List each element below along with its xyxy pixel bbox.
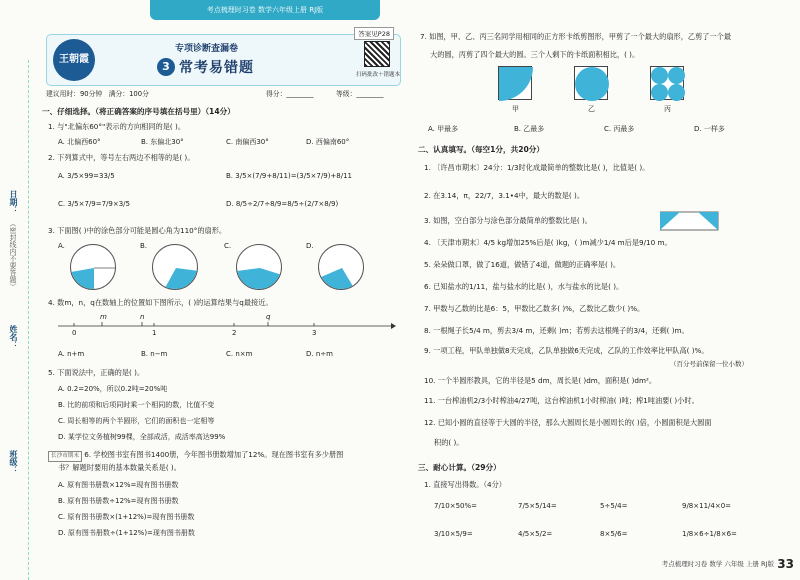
number-line-0: 0 [72,329,77,337]
calc-2[interactable]: 7/5×5/14= [518,502,557,510]
q3-option-b[interactable]: B. [140,242,148,250]
q4-option-d[interactable]: D. n÷m [306,350,333,358]
q3-circle-d [318,244,364,290]
q1-option-b[interactable]: B. 东偏北30° [141,138,184,146]
q6-text: 6. 学校图书室有图书1400册，今年图书册数增加了12%。现在图书室有多少册图 [84,450,344,459]
fill-item-2: 2. 在3.14，π，22/7，3.1•4中，最大的数是( )。 [424,191,585,200]
calc-6[interactable]: 4/5×5/2= [518,530,553,538]
q7-caption-jia: 甲 [512,105,519,113]
number-line-3: 3 [312,329,317,337]
q3-sector-d [319,245,364,290]
q7-figure-yi [574,66,608,100]
question-4: 4. 数m，n，q在数轴上的位置如下图所示，( )的运算结果与q最接近。 [48,298,273,307]
fill-item-3: 3. 如图，空白部分与涂色部分最简单的整数比是( )。 [424,216,592,225]
q3-bar-figure [660,210,720,232]
fill-item-12: 12. 已知小圆的直径等于大圆的半径，那么大圆周长是小圆周长的( )倍，小圆面积是大圆面 [424,418,712,427]
fill-item-11: 11. 一台榨油机2/3小时榨油4/27吨，这台榨油机1小时榨油( )吨；榨1吨油要( )小时。 [424,396,699,405]
page-number: 33 [777,557,794,571]
q3-circle-c [236,244,282,290]
date-label: 日期： [9,190,18,214]
number-line-1: 1 [152,329,157,337]
question-6-cont: 书？解题时要用的基本数量关系是( )。 [58,463,181,472]
q6-source-badge: 长沙市期末 [48,451,82,462]
number-line-n: n [140,313,145,321]
q3-circle-a [70,244,116,290]
q7-caption-bing: 丙 [664,105,671,113]
q7-option-d[interactable]: D. 一样多 [694,125,725,133]
paper-title: 常考易错题 [179,60,254,76]
calc-4[interactable]: 9/8×11/4×0= [682,502,732,510]
calc-3[interactable]: 5÷5/4= [600,502,628,510]
q5-option-a[interactable]: A. 0.2=20%，所以0.2吨=20%吨 [58,385,168,393]
fill-item-9: 9. 一项工程，甲队单独做8天完成，乙队单独做6天完成，乙队的工作效率比甲队高( )%。 [424,346,709,355]
score-field[interactable]: 得分：________ [266,90,314,98]
q2-option-b[interactable]: B. 3/5×(7/9+8/11)=(3/5×7/9)+8/11 [226,172,353,180]
fill-item-1: 1. 〔许昌市期末〕24分：1/3时化成最简单的整数比是( )，比值是( )。 [424,163,650,172]
four-circles-shape [651,67,685,101]
q6-option-d[interactable]: D. 原有图书册数÷(1+12%)=现有图书册数 [58,529,195,537]
calc-5[interactable]: 3/10×5/9= [434,530,473,538]
top-banner: 考点梳理时习卷 数学六年级上册 RJ版 [150,0,380,20]
question-7: 7. 如图，甲、乙、丙三名同学用相同的正方形卡纸剪图形，甲剪了一个最大的扇形，乙剪了一个最 [420,32,732,41]
paper-info [46,88,396,98]
q5-option-d[interactable]: D. 某学位文务植树99棵，全部成活，成活率高达99% [58,433,226,441]
number-line-q: q [266,313,271,321]
number-line-2: 2 [232,329,237,337]
fill-item-7: 7. 甲数与乙数的比是6：5，甲数比乙数多( )%，乙数比乙数少( )%。 [424,304,645,313]
number-line-m: m [100,313,107,321]
q1-option-c[interactable]: C. 南偏西30° [226,138,269,146]
fill-item-9-note: （百分号前保留一位小数） [670,360,748,368]
seal-line-note: （密封线内不要答题） [9,220,17,290]
suggested-time: 建议用时：90分钟 [46,90,103,98]
q3-sector-c [237,245,282,290]
fill-item-6: 6. 已知盐水的1/11，盐与盐水的比是( )，水与盐水的比是( )。 [424,282,624,291]
q6-option-c[interactable]: C. 原有图书册数×(1+12%)=现有图书册数 [58,513,195,521]
q7-figure-jia [498,66,532,100]
class-label: 班级： [9,450,18,474]
q7-option-b[interactable]: B. 乙最多 [514,125,545,133]
question-3: 3. 下面图( )中的涂色部分可能是圆心角为110°的扇形。 [48,226,227,235]
paper-number: 3 [157,58,175,76]
q5-option-b[interactable]: B. 比的前项和后项同时乘一个相同的数，比值不变 [58,401,215,409]
question-5: 5. 下面说法中，正确的是( )。 [48,368,145,377]
fill-item-10: 10. 一个半圆形教具，它的半径是5 dm，周长是( )dm，面积是( )dm²。 [424,376,657,385]
binding-margin [0,20,36,572]
q1-option-a[interactable]: A. 北偏西60° [58,138,101,146]
q3-sector-a [71,245,116,290]
full-circle-shape [575,67,609,101]
q4-option-b[interactable]: B. n−m [141,350,168,358]
paper-subtitle: 专项诊断查漏卷 [175,44,239,54]
fill-item-5: 5. 朵朵做口罩，做了16道，做错了4道，做题的正确率是( )。 [424,260,621,269]
q7-caption-yi: 乙 [588,105,595,113]
seal-dashed-line [28,60,29,580]
q4-option-a[interactable]: A. n+m [58,350,85,358]
calc-7[interactable]: 8×5/6= [600,530,628,538]
q7-option-a[interactable]: A. 甲最多 [428,125,459,133]
full-score: 满分：100分 [108,90,149,98]
left-column [36,20,404,572]
qr-code-icon[interactable] [364,41,390,67]
calc-subtitle: 1. 直接写出得数。（4分） [424,480,506,489]
q3-option-c[interactable]: C. [224,242,232,250]
question-6 [48,450,343,462]
q3-option-a[interactable]: A. [58,242,65,250]
q3-option-d[interactable]: D. [306,242,314,250]
q2-option-c[interactable]: C. 3/5×7/9=7/9×3/5 [58,200,130,208]
fill-item-12-cont: 积的( )。 [434,438,464,447]
q5-option-c[interactable]: C. 周长相等的两个半圆形，它们的面积也一定相等 [58,417,215,425]
fill-item-8: 8. 一根绳子长5/4 m，剪去3/4 m，还剩( )m；若剪去这根绳子的3/4，还剩( )m。 [424,326,689,335]
q6-option-a[interactable]: A. 原有图书册数×12%=现有图书册数 [58,481,179,489]
level-field[interactable]: 等级：________ [336,90,384,98]
name-label: 姓名： [9,325,18,349]
section-2-title: 二、认真填写。（每空1分，共20分） [418,145,544,154]
q7-option-c[interactable]: C. 丙最多 [604,125,635,133]
q1-option-d[interactable]: D. 西偏南60° [306,138,350,146]
q3-circle-b [152,244,198,290]
brand-logo: 王朝霞 [53,39,95,81]
section-3-title: 三、耐心计算。（29分） [418,463,501,472]
q2-option-a[interactable]: A. 3/5×99=33/5 [58,172,115,180]
q6-option-b[interactable]: B. 原有图书册数÷12%=现有图书册数 [58,497,179,505]
question-7-cont: 大的圆，丙剪了四个最大的圆。三个人剩下的卡纸面积相比，( )。 [430,50,640,59]
q2-option-d[interactable]: D. 8/5÷2/7÷8/9=8/5÷(2/7×8/9) [226,200,339,208]
q7-figure-bing [650,66,684,100]
page-footer: 考点梳理时习卷 数学 六年级 上册 RJ版 [661,560,774,568]
paper-header [46,30,401,86]
calc-1[interactable]: 7/10×50%= [434,502,478,510]
question-1: 1. 与"北偏东60°"表示的方向相同的是( )。 [48,122,186,131]
section-1-title: 一、仔细选择。（将正确答案的序号填在括号里）（14分） [42,107,235,116]
q4-option-c[interactable]: C. n×m [226,350,253,358]
question-2: 2. 下列算式中，等号左右两边不相等的是( )。 [48,153,195,162]
right-column [414,20,800,572]
quarter-circle-shape [499,67,533,101]
qr-caption: 扫码批改＋错题本 [355,72,400,78]
q3-sector-b [153,245,198,290]
answer-reference: 答案见P28 [354,27,394,40]
calc-8[interactable]: 1/8×6÷1/8×6= [682,530,737,538]
fill-item-4: 4. 〔天津市期末〕4/5 kg增加25%后是( )kg，( )m减少1/4 m后是9/10 m。 [424,238,672,247]
number-line [56,312,396,344]
